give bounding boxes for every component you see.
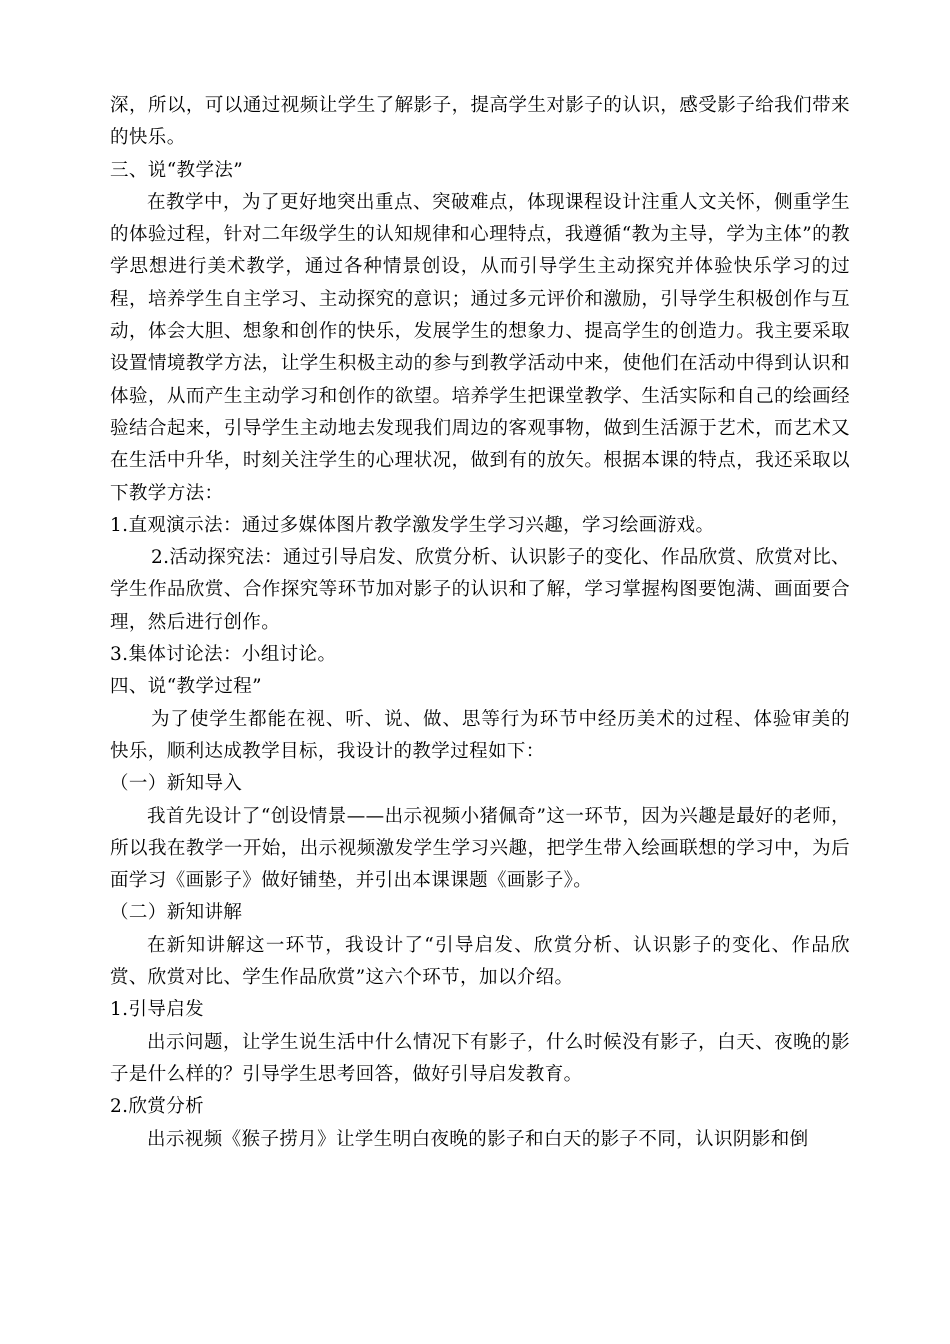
paragraph-continuation: 深，所以，可以通过视频让学生了解影子，提高学生对影子的认识，感受影子给我们带来的快乐。	[110, 95, 850, 149]
subheading-explanation: （二）新知讲解	[110, 902, 243, 924]
paragraph-process-intro: 为了使学生都能在视、听、说、做、思等行为环节中经历美术的过程、体验审美的快乐，顺利达成教学目标，我设计的教学过程如下：	[110, 708, 850, 762]
document-body	[110, 90, 850, 1156]
subheading-introduction: （一）新知导入	[110, 773, 243, 795]
method-item-3: 3.集体讨论法：小组讨论。	[110, 644, 337, 666]
section-heading-teaching-method: 三、说“教学法”	[110, 159, 244, 181]
paragraph-introduction: 我首先设计了“创设情景——出示视频小猪佩奇”这一环节，因为兴趣是最好的老师，所以我在教学一开始，出示视频激发学生学习兴趣，把学生带入绘画联想的学习中，为后面学习《画影子》做好铺垫，并引出本课课题《画影子》。	[110, 805, 850, 892]
paragraph-guidance: 出示问题，让学生说生活中什么情况下有影子，什么时候没有影子，白天、夜晚的影子是什么样的？引导学生思考回答，做好引导启发教育。	[110, 1031, 850, 1085]
paragraph-explanation: 在新知讲解这一环节，我设计了“引导启发、欣赏分析、认识影子的变化、作品欣赏、欣赏对比、学生作品欣赏”这六个环节，加以介绍。	[110, 934, 850, 989]
paragraph-teaching-method: 在教学中，为了更好地突出重点、突破难点，体现课程设计注重人文关怀，侧重学生的体验过程，针对二年级学生的认知规律和心理特点，我遵循“教为主导，学为主体”的教学思想进行美术教学，通过各种情景创设，从而引导学生主动探究并体验快乐学习的过程，培养学生自主学习、主动探究的意识；通过多元评价和激励，引导学生积极创作与互动，体会大胆、想象和创作的快乐，发展学生的想象力、提高学生的创造力。我主要采取设置情境教学方法，让学生积极主动的参与到教学活动中来，使他们在活动中得到认识和体验，从而产生主动学习和创作的欲望。培养学生把课堂教学、生活实际和自己的绘画经验结合起来，引导学生主动地去发现我们周边的客观事物，做到生活源于艺术，而艺术又在生活中升华，时刻关注学生的心理状况，做到有的放矢。根据本课的特点，我还采取以下教学方法：	[110, 191, 850, 504]
method-item-1: 1.直观演示法：通过多媒体图片教学激发学生学习兴趣，学习绘画游戏。	[110, 514, 715, 536]
section-heading-teaching-process: 四、说“教学过程”	[110, 676, 263, 698]
method-item-2: 2.活动探究法：通过引导启发、欣赏分析、认识影子的变化、作品欣赏、欣赏对比、学生作品欣赏、合作探究等环节加对影子的认识和了解，学习掌握构图要饱满、画面要合理，然后进行创作。	[110, 547, 850, 633]
paragraph-appreciation: 出示视频《猴子捞月》让学生明白夜晚的影子和白天的影子不同，认识阴影和倒	[147, 1128, 809, 1150]
step-heading-appreciation: 2.欣赏分析	[110, 1096, 205, 1118]
step-heading-guidance: 1.引导启发	[110, 999, 205, 1021]
